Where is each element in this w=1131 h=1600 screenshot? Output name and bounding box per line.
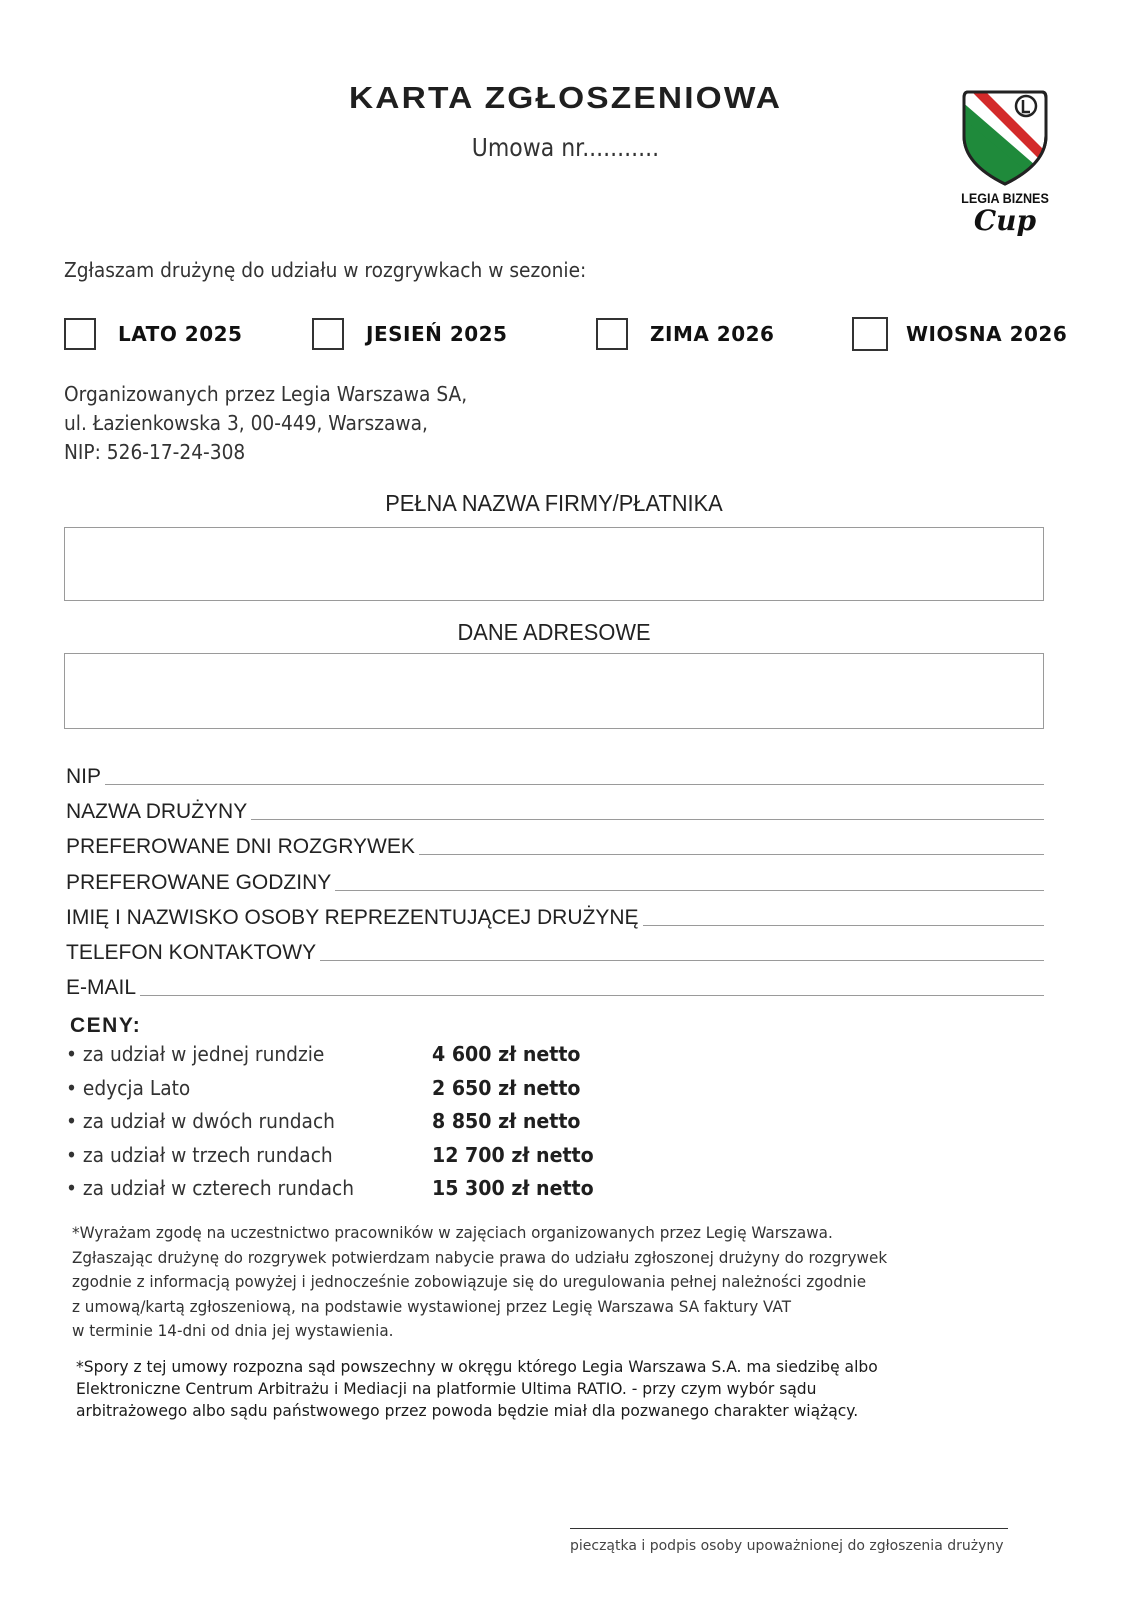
logo-name: LEGIA BIZNES bbox=[961, 190, 1049, 206]
address-input[interactable] bbox=[64, 653, 1044, 729]
season-option-jesien[interactable] bbox=[312, 316, 507, 352]
company-name-heading: PEŁNA NAZWA FIRMY/PŁATNIKA bbox=[385, 490, 723, 516]
field-preferred-days[interactable] bbox=[66, 829, 1044, 859]
price-label: • edycja Lato bbox=[66, 1076, 191, 1100]
consent-line: *Wyrażam zgodę na uczestnictwo pracowników w zajęciach organizowanych przez Legię Warszawa. bbox=[72, 1223, 833, 1242]
disputes-line: *Spory z tej umowy rozpozna sąd powszechny w okręgu którego Legia Warszawa S.A. ma siedzibę albo bbox=[76, 1357, 878, 1376]
contract-number: Umowa nr........... bbox=[471, 133, 660, 162]
form-title: KARTA ZGŁOSZENIOWA bbox=[348, 80, 783, 115]
field-label: NIP bbox=[66, 765, 102, 788]
consent-line: Zgłaszając drużynę do rozgrywek potwierdzam nabycie prawa do udziału zgłoszonej drużyny do rozgrywek bbox=[72, 1247, 888, 1267]
field-team-name[interactable] bbox=[66, 794, 1044, 824]
disputes-line: Elektroniczne Centrum Arbitrażu i Mediacji na platformie Ultima RATIO. - przy czym wybór sądu bbox=[76, 1379, 817, 1398]
field-label: PREFEROWANE DNI ROZGRYWEK bbox=[66, 835, 415, 858]
organizer-line: Organizowanych przez Legia Warszawa SA, bbox=[64, 382, 468, 406]
field-preferred-hours[interactable] bbox=[66, 865, 1044, 895]
signature-line[interactable] bbox=[570, 1528, 1008, 1529]
field-nip[interactable] bbox=[66, 759, 1044, 789]
consent-line: z umową/kartą zgłoszeniową, na podstawie wystawionej przez Legię Warszawa SA faktury VAT bbox=[72, 1296, 791, 1316]
field-input-line[interactable] bbox=[643, 925, 1044, 926]
price-value: 8 850 zł netto bbox=[432, 1109, 581, 1133]
checkbox[interactable] bbox=[596, 318, 628, 350]
season-option-zima[interactable] bbox=[596, 316, 774, 352]
organizer-address: ul. Łazienkowska 3, 00-449, Warszawa, bbox=[64, 411, 428, 435]
field-email[interactable] bbox=[66, 970, 1044, 1000]
price-label: • za udział w dwóch rundach bbox=[66, 1109, 335, 1133]
price-item bbox=[66, 1109, 686, 1139]
season-label: ZIMA 2026 bbox=[650, 322, 775, 346]
season-option-lato[interactable] bbox=[64, 316, 242, 352]
price-value: 4 600 zł netto bbox=[432, 1042, 581, 1066]
season-label: WIOSNA 2026 bbox=[906, 322, 1068, 346]
organizer-info bbox=[64, 380, 467, 467]
legia-biznes-cup-logo bbox=[960, 86, 1050, 256]
price-item bbox=[66, 1042, 686, 1072]
field-label: IMIĘ I NAZWISKO OSOBY REPREZENTUJĄCEJ DRUŻYNĘ bbox=[66, 906, 639, 929]
signature-caption: pieczątka i podpis osoby upoważnionej do zgłoszenia drużyny bbox=[570, 1538, 1004, 1554]
field-label: NAZWA DRUŻYNY bbox=[66, 800, 248, 823]
price-label: • za udział w trzech rundach bbox=[66, 1143, 333, 1167]
season-label: LATO 2025 bbox=[118, 322, 243, 346]
checkbox[interactable] bbox=[852, 317, 888, 351]
price-item bbox=[66, 1176, 686, 1206]
price-value: 12 700 zł netto bbox=[432, 1143, 594, 1167]
disputes-note bbox=[76, 1356, 1007, 1422]
price-label: • za udział w czterech rundach bbox=[66, 1176, 354, 1200]
price-item bbox=[66, 1143, 686, 1173]
price-label: • za udział w jednej rundzie bbox=[66, 1042, 325, 1066]
price-value: 2 650 zł netto bbox=[432, 1076, 581, 1100]
price-value: 15 300 zł netto bbox=[432, 1176, 594, 1200]
consent-note bbox=[72, 1221, 927, 1344]
legia-shield-icon bbox=[960, 86, 1050, 186]
field-input-line[interactable] bbox=[419, 854, 1044, 855]
field-phone[interactable] bbox=[66, 935, 1044, 965]
field-input-line[interactable] bbox=[105, 784, 1044, 785]
organizer-nip: NIP: 526-17-24-308 bbox=[64, 440, 246, 464]
season-label: JESIEŃ 2025 bbox=[366, 322, 508, 346]
field-representative[interactable] bbox=[66, 900, 1044, 930]
season-intro: Zgłaszam drużynę do udziału w rozgrywkach w sezonie: bbox=[64, 258, 587, 282]
field-input-line[interactable] bbox=[251, 819, 1044, 820]
season-option-wiosna[interactable] bbox=[852, 316, 1067, 352]
field-input-line[interactable] bbox=[140, 995, 1044, 996]
checkbox[interactable] bbox=[64, 318, 96, 350]
consent-line: zgodnie z informacją powyżej i jednocześnie zobowiązuje się do uregulowania pełnej należności zgodnie bbox=[72, 1272, 867, 1291]
consent-line: w terminie 14-dni od dnia jej wystawienia. bbox=[72, 1321, 394, 1340]
company-name-input[interactable] bbox=[64, 527, 1044, 601]
field-label: PREFEROWANE GODZINY bbox=[66, 871, 332, 894]
price-item bbox=[66, 1076, 686, 1106]
address-heading: DANE ADRESOWE bbox=[457, 619, 651, 645]
checkbox[interactable] bbox=[312, 318, 344, 350]
logo-script: Cup bbox=[973, 204, 1037, 237]
disputes-line: arbitrażowego albo sądu państwowego przez powoda będzie miał dla pozwanego charakter wiążący. bbox=[76, 1401, 859, 1420]
field-input-line[interactable] bbox=[320, 960, 1044, 961]
field-label: TELEFON KONTAKTOWY bbox=[66, 941, 317, 964]
prices-heading: CENY: bbox=[70, 1014, 142, 1037]
field-input-line[interactable] bbox=[335, 890, 1044, 891]
field-label: E-MAIL bbox=[66, 976, 137, 999]
